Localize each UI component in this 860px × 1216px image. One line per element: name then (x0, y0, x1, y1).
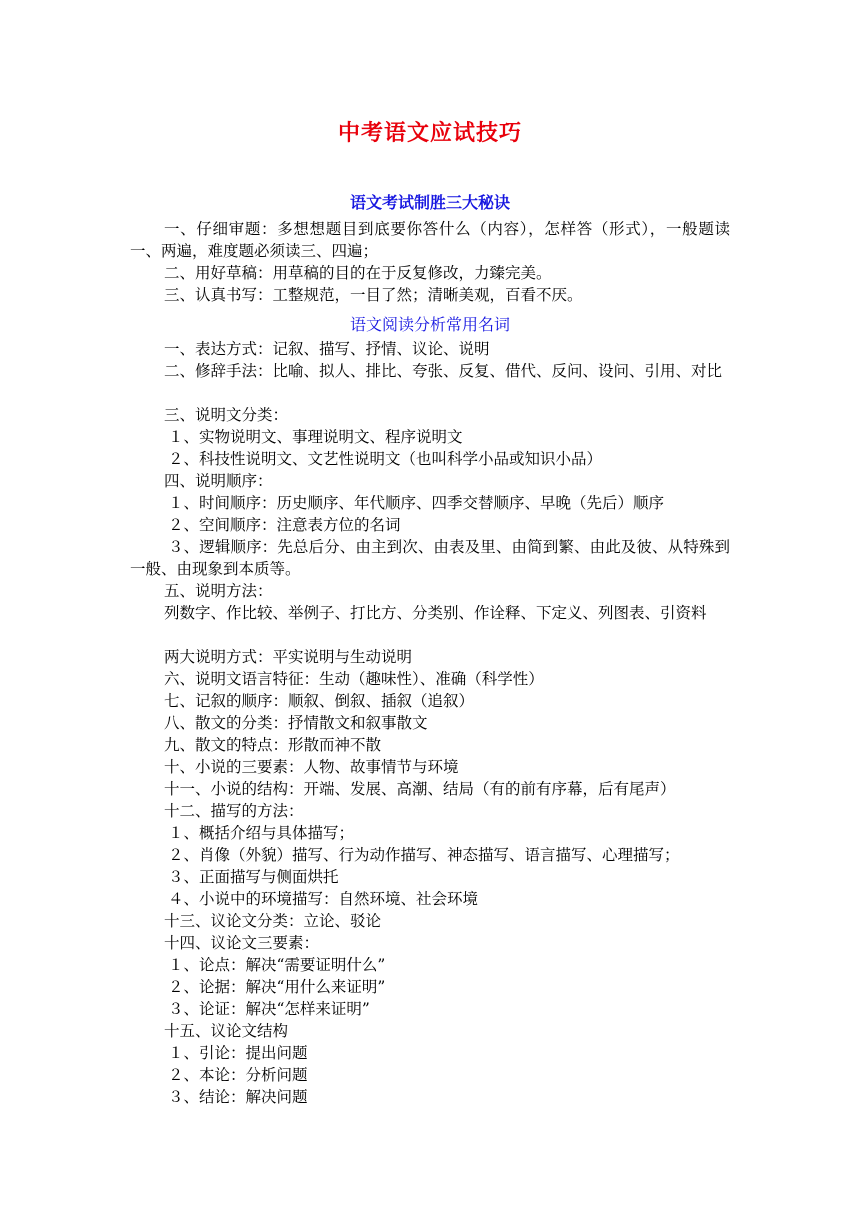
secret-item-1: 一、仔细审题：多想想题目到底要你答什么（内容），怎样答（形式），一般题读一、两遍，难度题必须读三、四遍； (130, 220, 730, 260)
term-line: 八、散文的分类：抒情散文和叙事散文 (164, 714, 428, 732)
term-line: 十、小说的三要素：人物、故事情节与环境 (164, 758, 459, 776)
term-line: 十二、描写的方法： (164, 802, 304, 820)
secret-item-3: 三、认真书写：工整规范，一目了然；清晰美观，百看不厌。 (164, 286, 583, 304)
term-line: １、概括介绍与具体描写； (168, 824, 355, 842)
section-heading-terms: 语文阅读分析常用名词 (349, 315, 510, 334)
term-line: 列数字、作比较、举例子、打比方、分类别、作诠释、下定义、列图表、引资料 (164, 604, 707, 622)
term-line: ２、肖像（外貌）描写、行为动作描写、神态描写、语言描写、心理描写； (168, 846, 680, 864)
secret-item-2: 二、用好草稿：用草稿的目的在于反复修改，力臻完美。 (164, 264, 552, 282)
term-line: ４、小说中的环境描写：自然环境、社会环境 (168, 890, 479, 908)
term-line: ２、论据：解决“用什么来证明” (168, 978, 386, 996)
document-title: 中考语文应试技巧 (337, 120, 522, 146)
term-line: 十四、议论文三要素： (164, 934, 320, 952)
term-line: 两大说明方式：平实说明与生动说明 (164, 648, 413, 666)
term-line: ３、逻辑顺序：先总后分、由主到次、由表及里、由简到繁、由此及彼、从特殊到一般、由现象到本质等。 (130, 538, 730, 578)
term-line: ２、科技性说明文、文艺性说明文（也叫科学小品或知识小品） (168, 450, 603, 468)
term-line: 三、说明文分类： (164, 406, 289, 424)
term-line: 十五、议论文结构 (164, 1022, 289, 1040)
term-line: 七、记叙的顺序：顺叙、倒叙、插叙（追叙） (164, 692, 475, 710)
term-line: 九、散文的特点：形散而神不散 (164, 736, 382, 754)
term-line: 六、说明文语言特征：生动（趣味性）、准确（科学性） (164, 670, 544, 688)
term-line: ３、正面描写与侧面烘托 (168, 868, 339, 886)
term-line: 五、说明方法： (164, 582, 273, 600)
term-line: １、实物说明文、事理说明文、程序说明文 (168, 428, 463, 446)
term-line: 十一、小说的结构：开端、发展、高潮、结局（有的前有序幕，后有尾声） (164, 780, 676, 798)
term-line: ３、论证：解决“怎样来证明” (168, 1000, 370, 1018)
term-line: ２、本论：分析问题 (168, 1066, 308, 1084)
section-heading-secrets: 语文考试制胜三大秘诀 (349, 193, 510, 212)
term-line: 二、修辞手法：比喻、拟人、排比、夸张、反复、借代、反问、设问、引用、对比 (164, 362, 723, 380)
term-line: ３、结论：解决问题 (168, 1088, 308, 1106)
term-line: １、引论：提出问题 (168, 1044, 308, 1062)
term-line: ２、空间顺序：注意表方位的名词 (168, 516, 401, 534)
term-line: １、论点：解决“需要证明什么” (168, 956, 386, 974)
term-line: １、时间顺序：历史顺序、年代顺序、四季交替顺序、早晚（先后）顺序 (168, 494, 665, 512)
term-line: 一、表达方式：记叙、描写、抒情、议论、说明 (164, 340, 490, 358)
term-line: 十三、议论文分类：立论、驳论 (164, 912, 382, 930)
term-line: 四、说明顺序： (164, 472, 273, 490)
